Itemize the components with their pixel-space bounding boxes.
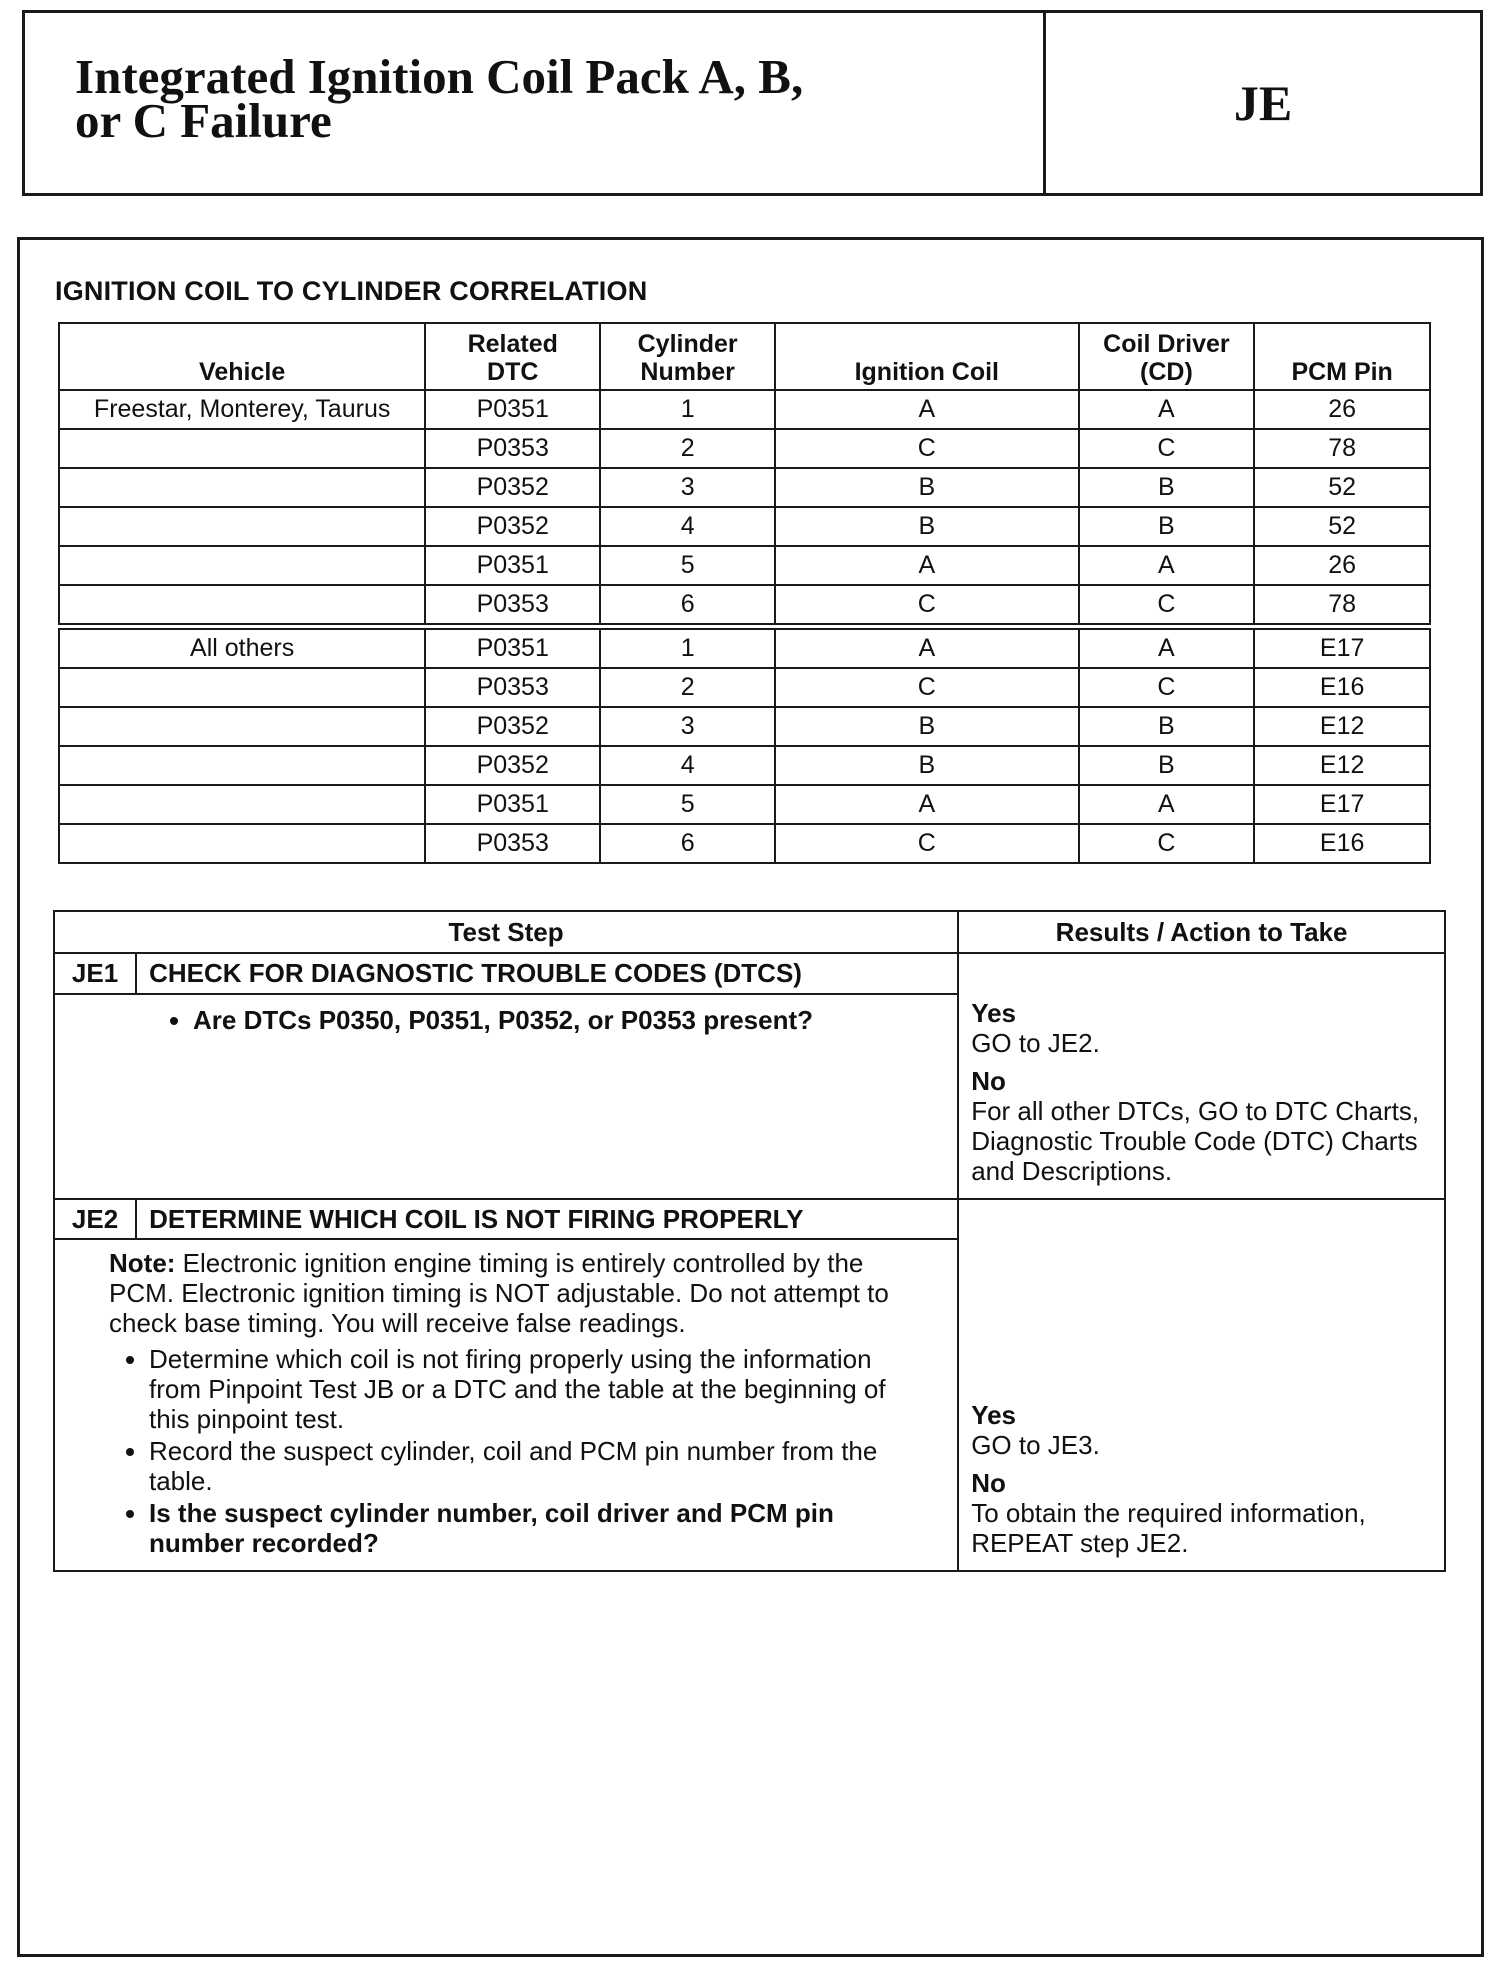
correlation-cell: B bbox=[1079, 707, 1255, 746]
correlation-cell bbox=[59, 468, 425, 507]
correlation-row bbox=[59, 585, 1430, 627]
results-header: Results / Action to Take bbox=[958, 911, 1445, 953]
correlation-cell: A bbox=[1079, 546, 1255, 585]
correlation-cell: 26 bbox=[1254, 390, 1430, 429]
step-title-row bbox=[54, 953, 1445, 994]
correlation-row bbox=[59, 668, 1430, 707]
step-bullets bbox=[153, 1005, 937, 1035]
no-action: To obtain the required information, REPEAT step JE2. bbox=[971, 1498, 1366, 1558]
correlation-cell: C bbox=[775, 585, 1078, 627]
correlation-cell: 52 bbox=[1254, 507, 1430, 546]
yes-label: Yes bbox=[971, 1400, 1017, 1430]
step-result bbox=[958, 953, 1445, 1199]
yes-action: GO to JE3. bbox=[971, 1430, 1100, 1460]
step-bullet: • Record the suspect cylinder, coil and PCM pin number from the table. bbox=[149, 1436, 917, 1496]
step-id: JE1 bbox=[54, 953, 136, 994]
correlation-row bbox=[59, 627, 1430, 669]
correlation-cell: C bbox=[1079, 824, 1255, 863]
correlation-cell: 2 bbox=[600, 429, 775, 468]
note-label: Note: bbox=[109, 1248, 176, 1278]
correlation-cell: P0351 bbox=[425, 785, 600, 824]
column-header: Cylinder Number bbox=[600, 323, 775, 390]
correlation-cell: 3 bbox=[600, 468, 775, 507]
step-title: CHECK FOR DIAGNOSTIC TROUBLE CODES (DTCS) bbox=[136, 953, 958, 994]
step-note bbox=[109, 1248, 907, 1338]
correlation-row bbox=[59, 390, 1430, 429]
correlation-cell: A bbox=[1079, 390, 1255, 429]
correlation-cell: P0351 bbox=[425, 390, 600, 429]
header-title-cell bbox=[25, 13, 1046, 193]
correlation-cell: 4 bbox=[600, 746, 775, 785]
correlation-cell: P0353 bbox=[425, 824, 600, 863]
column-header: Related DTC bbox=[425, 323, 600, 390]
correlation-cell: C bbox=[775, 824, 1078, 863]
correlation-cell bbox=[59, 824, 425, 863]
correlation-cell: P0352 bbox=[425, 468, 600, 507]
correlation-cell: A bbox=[775, 627, 1078, 669]
correlation-cell: E12 bbox=[1254, 746, 1430, 785]
correlation-cell: Freestar, Monterey, Taurus bbox=[59, 390, 425, 429]
correlation-cell: 78 bbox=[1254, 429, 1430, 468]
correlation-cell: P0352 bbox=[425, 746, 600, 785]
column-header: Vehicle bbox=[59, 323, 425, 390]
correlation-cell: C bbox=[775, 429, 1078, 468]
step-title-row bbox=[54, 1199, 1445, 1239]
correlation-cell: B bbox=[1079, 746, 1255, 785]
test-step-header: Test Step bbox=[54, 911, 958, 953]
correlation-cell: 5 bbox=[600, 785, 775, 824]
correlation-cell: P0353 bbox=[425, 585, 600, 627]
column-header: Ignition Coil bbox=[775, 323, 1078, 390]
step-question: • Are DTCs P0350, P0351, P0352, or P0353 present? bbox=[193, 1005, 937, 1035]
step-title: DETERMINE WHICH COIL IS NOT FIRING PROPERLY bbox=[136, 1199, 958, 1239]
column-header: Coil Driver (CD) bbox=[1079, 323, 1255, 390]
correlation-row bbox=[59, 546, 1430, 585]
correlation-cell bbox=[59, 707, 425, 746]
correlation-cell: 78 bbox=[1254, 585, 1430, 627]
step-result bbox=[958, 1199, 1445, 1571]
test-code: JE bbox=[1233, 75, 1293, 131]
correlation-cell bbox=[59, 429, 425, 468]
correlation-cell: B bbox=[775, 707, 1078, 746]
step-id: JE2 bbox=[54, 1199, 136, 1239]
page-title: Integrated Ignition Coil Pack A, B, or C Failure bbox=[75, 49, 804, 148]
no-action: For all other DTCs, GO to DTC Charts, Diagnostic Trouble Code (DTC) Charts and Descriptions. bbox=[971, 1096, 1420, 1186]
correlation-cell: B bbox=[775, 468, 1078, 507]
correlation-row bbox=[59, 746, 1430, 785]
column-header: PCM Pin bbox=[1254, 323, 1430, 390]
correlation-cell: P0352 bbox=[425, 507, 600, 546]
correlation-heading: IGNITION COIL TO CYLINDER CORRELATION bbox=[55, 276, 648, 306]
correlation-cell: E17 bbox=[1254, 627, 1430, 669]
correlation-cell: B bbox=[1079, 507, 1255, 546]
correlation-cell: B bbox=[775, 507, 1078, 546]
correlation-row bbox=[59, 707, 1430, 746]
correlation-cell bbox=[59, 507, 425, 546]
correlation-cell: A bbox=[1079, 785, 1255, 824]
step-bullets bbox=[149, 1344, 917, 1558]
correlation-cell: A bbox=[775, 785, 1078, 824]
yes-action: GO to JE2. bbox=[971, 1028, 1100, 1058]
correlation-row bbox=[59, 824, 1430, 863]
step-body bbox=[54, 1239, 958, 1571]
correlation-cell: E12 bbox=[1254, 707, 1430, 746]
correlation-cell: C bbox=[1079, 668, 1255, 707]
correlation-header-row bbox=[59, 323, 1430, 390]
correlation-cell: P0352 bbox=[425, 707, 600, 746]
note-text: Electronic ignition engine timing is entirely controlled by the PCM. Electronic ignition timing is NOT adjustable. Do not attempt to check base timing. You will receive false readings. bbox=[109, 1248, 889, 1338]
correlation-row bbox=[59, 429, 1430, 468]
correlation-cell: P0353 bbox=[425, 429, 600, 468]
correlation-cell: B bbox=[775, 746, 1078, 785]
correlation-cell: 52 bbox=[1254, 468, 1430, 507]
step-body bbox=[54, 994, 958, 1199]
no-label: No bbox=[971, 1066, 1006, 1096]
correlation-cell: 1 bbox=[600, 390, 775, 429]
no-label: No bbox=[971, 1468, 1006, 1498]
correlation-cell: C bbox=[1079, 429, 1255, 468]
correlation-cell: E16 bbox=[1254, 824, 1430, 863]
yes-label: Yes bbox=[971, 998, 1017, 1028]
correlation-cell: B bbox=[1079, 468, 1255, 507]
page-header bbox=[22, 10, 1483, 196]
correlation-cell bbox=[59, 746, 425, 785]
correlation-cell: 2 bbox=[600, 668, 775, 707]
correlation-cell bbox=[59, 785, 425, 824]
correlation-cell: P0353 bbox=[425, 668, 600, 707]
test-steps-table bbox=[53, 910, 1446, 1572]
correlation-cell bbox=[59, 585, 425, 627]
correlation-row bbox=[59, 507, 1430, 546]
correlation-row bbox=[59, 785, 1430, 824]
correlation-cell: 4 bbox=[600, 507, 775, 546]
step-bullet: • Determine which coil is not firing properly using the information from Pinpoint Test JB or a DTC and the table at the beginning of this pinpoint test. bbox=[149, 1344, 917, 1434]
correlation-cell: A bbox=[775, 546, 1078, 585]
correlation-cell: 6 bbox=[600, 824, 775, 863]
correlation-cell: P0351 bbox=[425, 627, 600, 669]
correlation-cell: C bbox=[775, 668, 1078, 707]
correlation-cell: All others bbox=[59, 627, 425, 669]
steps-header-row bbox=[54, 911, 1445, 953]
correlation-cell: E16 bbox=[1254, 668, 1430, 707]
correlation-cell: C bbox=[1079, 585, 1255, 627]
correlation-cell: 6 bbox=[600, 585, 775, 627]
correlation-cell: 26 bbox=[1254, 546, 1430, 585]
correlation-cell: 1 bbox=[600, 627, 775, 669]
correlation-row bbox=[59, 468, 1430, 507]
step-question: • Is the suspect cylinder number, coil driver and PCM pin number recorded? bbox=[149, 1498, 917, 1558]
correlation-cell: P0351 bbox=[425, 546, 600, 585]
correlation-cell: A bbox=[1079, 627, 1255, 669]
correlation-cell: E17 bbox=[1254, 785, 1430, 824]
correlation-cell: 3 bbox=[600, 707, 775, 746]
correlation-cell bbox=[59, 668, 425, 707]
correlation-table bbox=[58, 322, 1431, 864]
correlation-cell bbox=[59, 546, 425, 585]
correlation-cell: 5 bbox=[600, 546, 775, 585]
correlation-cell: A bbox=[775, 390, 1078, 429]
